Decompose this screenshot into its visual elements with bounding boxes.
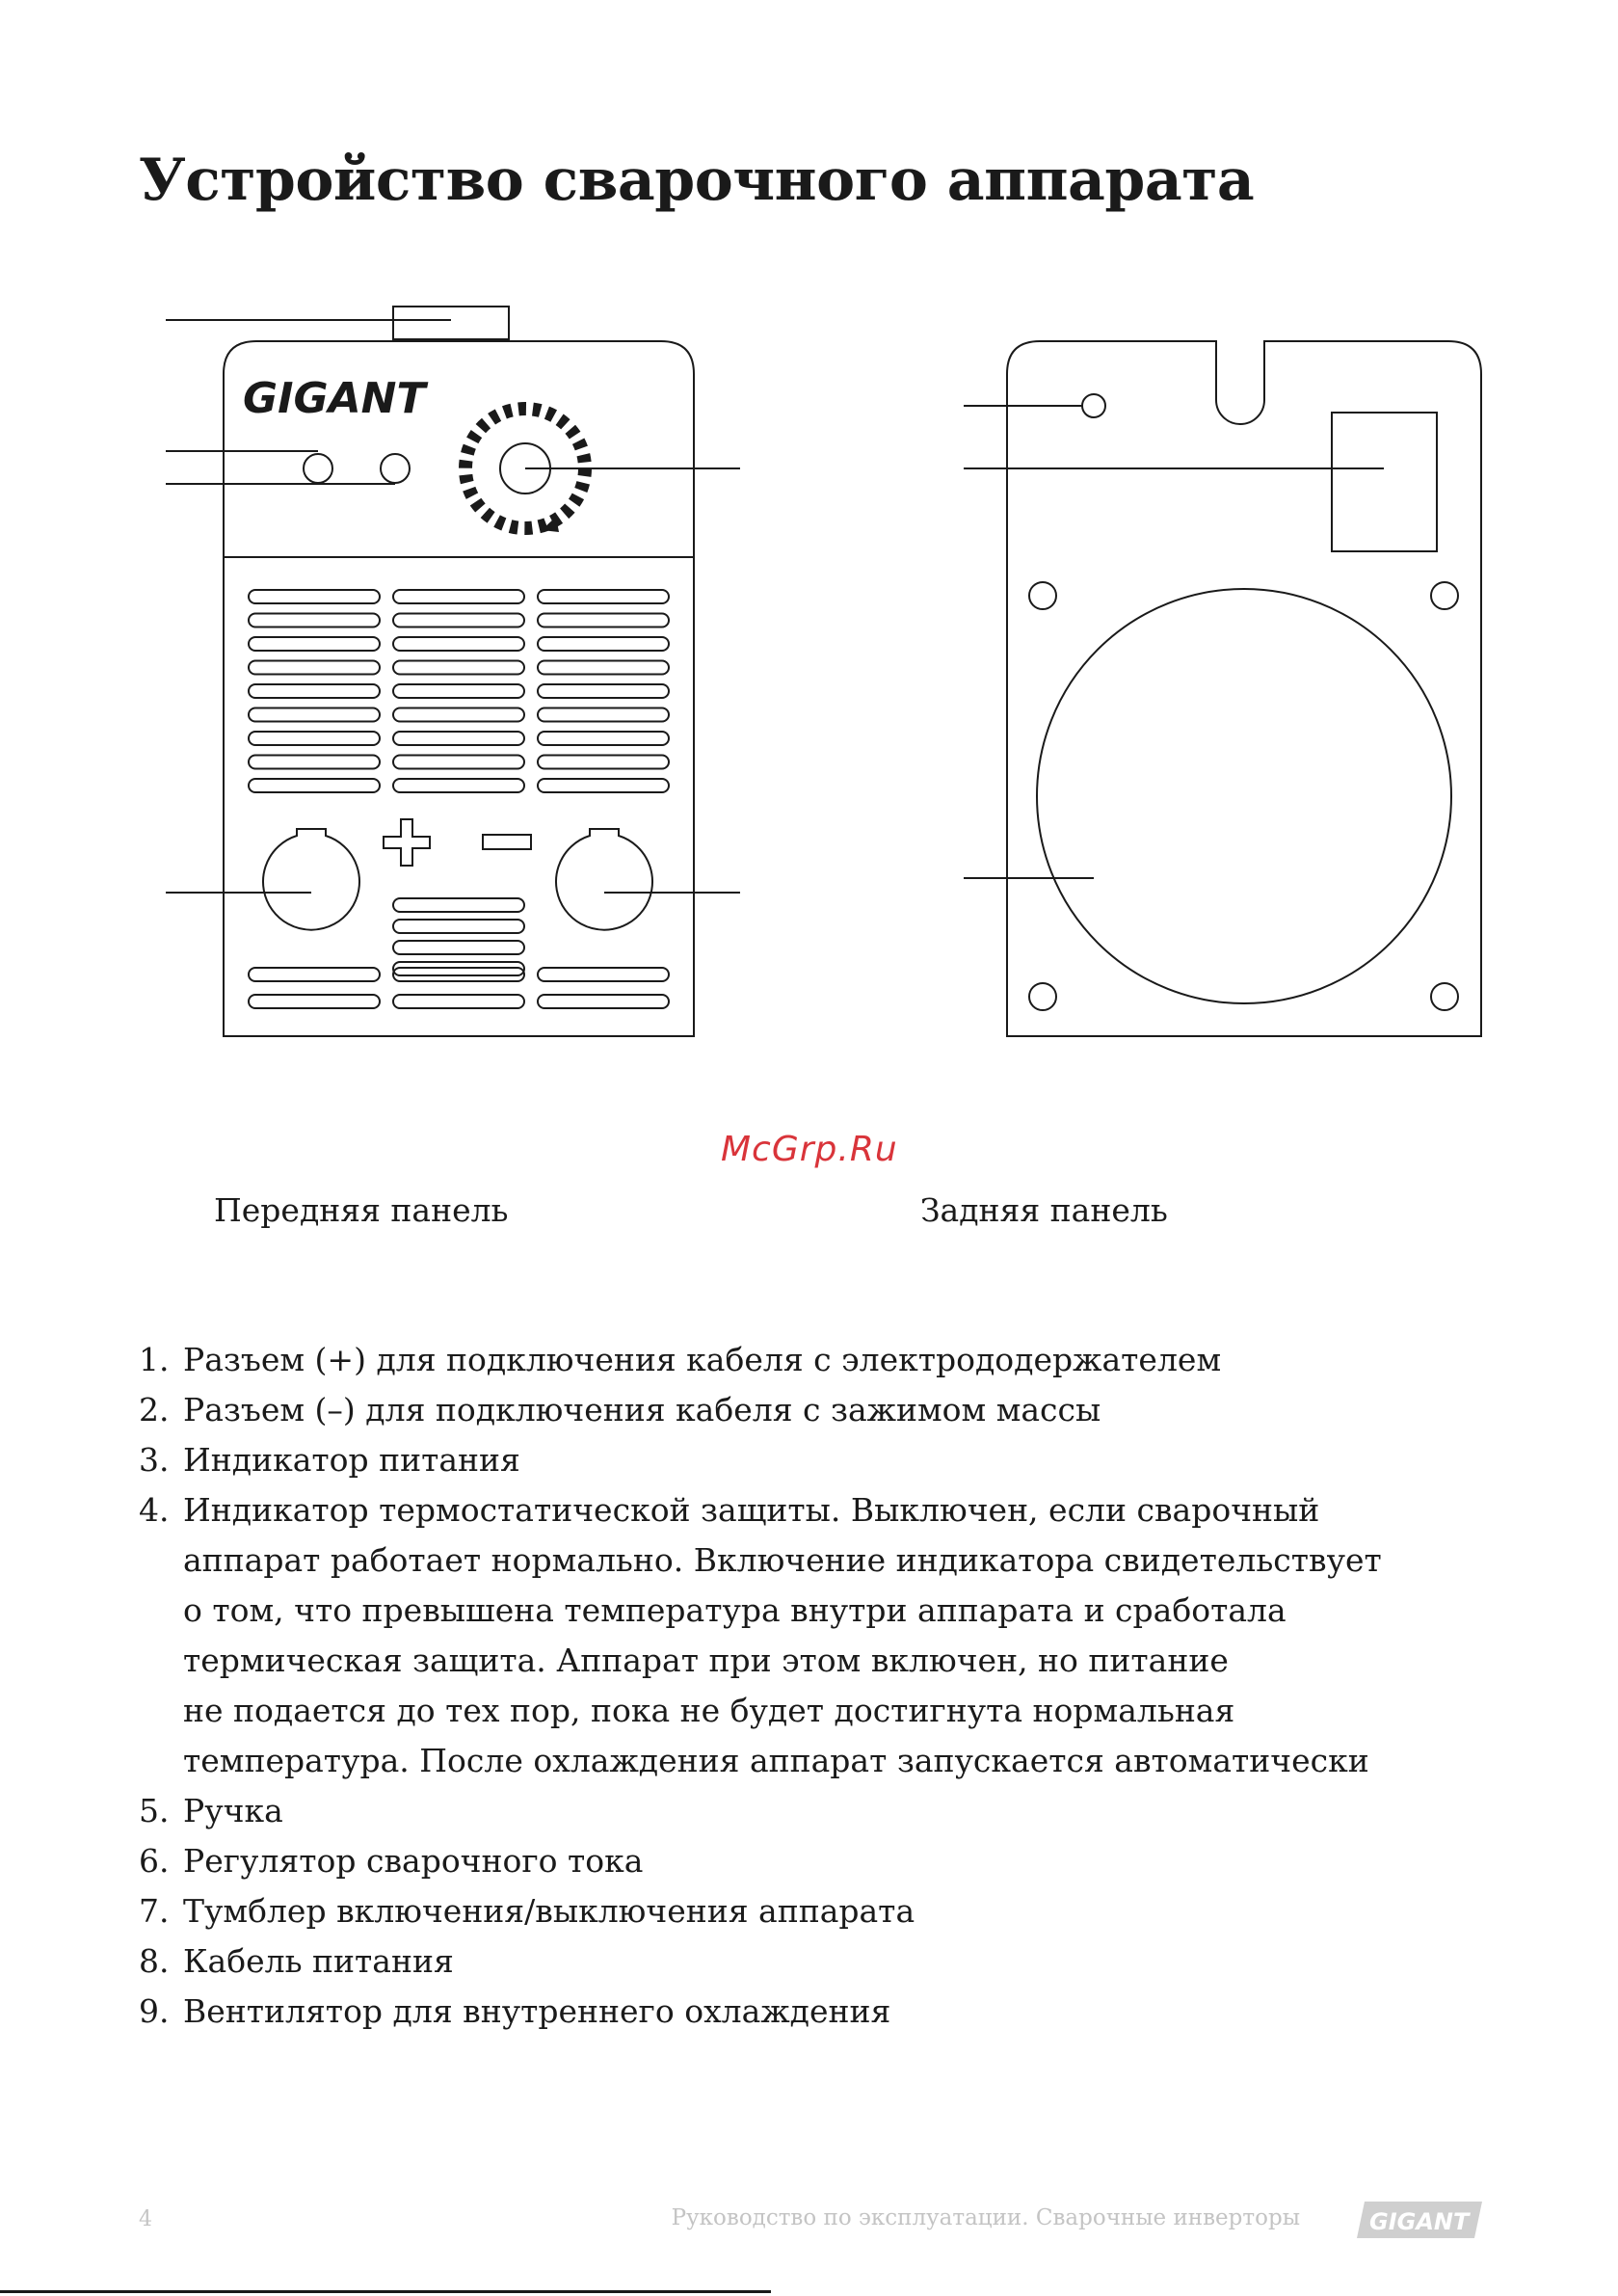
screw: [1431, 582, 1458, 609]
vent-slot: [249, 968, 380, 981]
vent-slot: [249, 684, 380, 698]
vent-slot: [538, 661, 669, 675]
minus-sign: [483, 835, 531, 849]
positive-connector: [263, 829, 359, 930]
vent-slot: [393, 684, 524, 698]
vent-slot: [249, 732, 380, 745]
legend-item: 6. Регулятор сварочного тока: [139, 1842, 644, 1880]
fan: [1037, 589, 1451, 1003]
front-logo: GIGANT: [243, 374, 426, 423]
legend-item: 4. Индикатор термостатической защиты. Выключен, если сварочный аппарат работает нормально. Включение индикатора свидетельствует о том, что превышена температура внутри аппарата и сработала термическая защита. Аппарат при этом включен, но питание не подается до тех пор, пока не будет достигнута нормальная температура. После охлаждения аппарат запускается автоматически: [139, 1491, 1382, 1779]
vent-slot: [538, 995, 669, 1008]
vent-slot: [393, 898, 524, 912]
vent-slot: [538, 637, 669, 651]
cable-block: [1332, 413, 1437, 551]
front-panel-outline: [224, 341, 694, 1036]
vent-slot: [249, 590, 380, 603]
front-panel-drawing: [166, 307, 740, 1036]
screw: [1029, 983, 1056, 1010]
vent-slot: [393, 614, 524, 627]
screw: [1431, 983, 1458, 1010]
power-indicator: [304, 454, 332, 483]
rear-panel-drawing: [964, 341, 1481, 1036]
vent-slot: [538, 614, 669, 627]
vent-slot: [249, 708, 380, 722]
component-legend: [139, 1335, 1488, 2037]
vent-slot: [249, 995, 380, 1008]
handle: [393, 307, 509, 339]
footer-logo-text: GIGANT: [1369, 2208, 1470, 2235]
footer-logo: [1357, 2202, 1482, 2238]
page-number: 4: [139, 2207, 152, 2231]
watermark: McGrp.Ru: [721, 1130, 898, 1169]
page-title: Устройство сварочного аппарата: [139, 147, 1255, 214]
bottom-rule: [0, 2290, 771, 2293]
legend-item: 7. Тумблер включения/выключения аппарата: [139, 1892, 915, 1930]
legend-item: 9. Вентилятор для внутреннего охлаждения: [139, 1992, 891, 2030]
legend-item: 3. Индикатор питания: [139, 1441, 520, 1479]
legend-item: 8. Кабель питания: [139, 1942, 454, 1980]
vent-slot: [393, 590, 524, 603]
front-panel-caption: Передняя панель: [214, 1191, 509, 1229]
vent-slot: [538, 968, 669, 981]
vent-slot: [538, 684, 669, 698]
vent-slot: [249, 614, 380, 627]
screw: [1029, 582, 1056, 609]
vent-slot: [249, 661, 380, 675]
vent-slot: [393, 779, 524, 792]
vent-slot: [393, 637, 524, 651]
vent-slot: [393, 661, 524, 675]
legend-item: 5. Ручка: [139, 1792, 283, 1829]
legend-item: 1. Разъем (+) для подключения кабеля с электрододержателем: [139, 1341, 1222, 1378]
rear-panel-caption: Задняя панель: [920, 1191, 1168, 1229]
vent-slot: [538, 708, 669, 722]
negative-connector: [556, 829, 652, 930]
vent-slot: [393, 756, 524, 769]
vent-slot: [538, 732, 669, 745]
thermal-indicator: [381, 454, 410, 483]
welder-diagram: [0, 280, 1618, 1070]
power-switch: [1082, 394, 1105, 417]
legend-item: 2. Разъем (–) для подключения кабеля с зажимом массы: [139, 1391, 1101, 1428]
vent-slot: [393, 995, 524, 1008]
footer-text: Руководство по эксплуатации. Сварочные инверторы: [671, 2205, 1300, 2230]
vent-slot: [538, 756, 669, 769]
vent-slot: [249, 637, 380, 651]
vent-slot: [249, 779, 380, 792]
vent-slot: [538, 590, 669, 603]
vent-slot: [393, 708, 524, 722]
rear-panel-outline: [1007, 341, 1481, 1036]
vent-slot: [393, 920, 524, 933]
vent-slots: [249, 590, 669, 1008]
vent-slot: [538, 779, 669, 792]
vent-slot: [249, 756, 380, 769]
plus-sign: [384, 819, 430, 866]
vent-slot: [393, 732, 524, 745]
vent-slot: [393, 941, 524, 954]
